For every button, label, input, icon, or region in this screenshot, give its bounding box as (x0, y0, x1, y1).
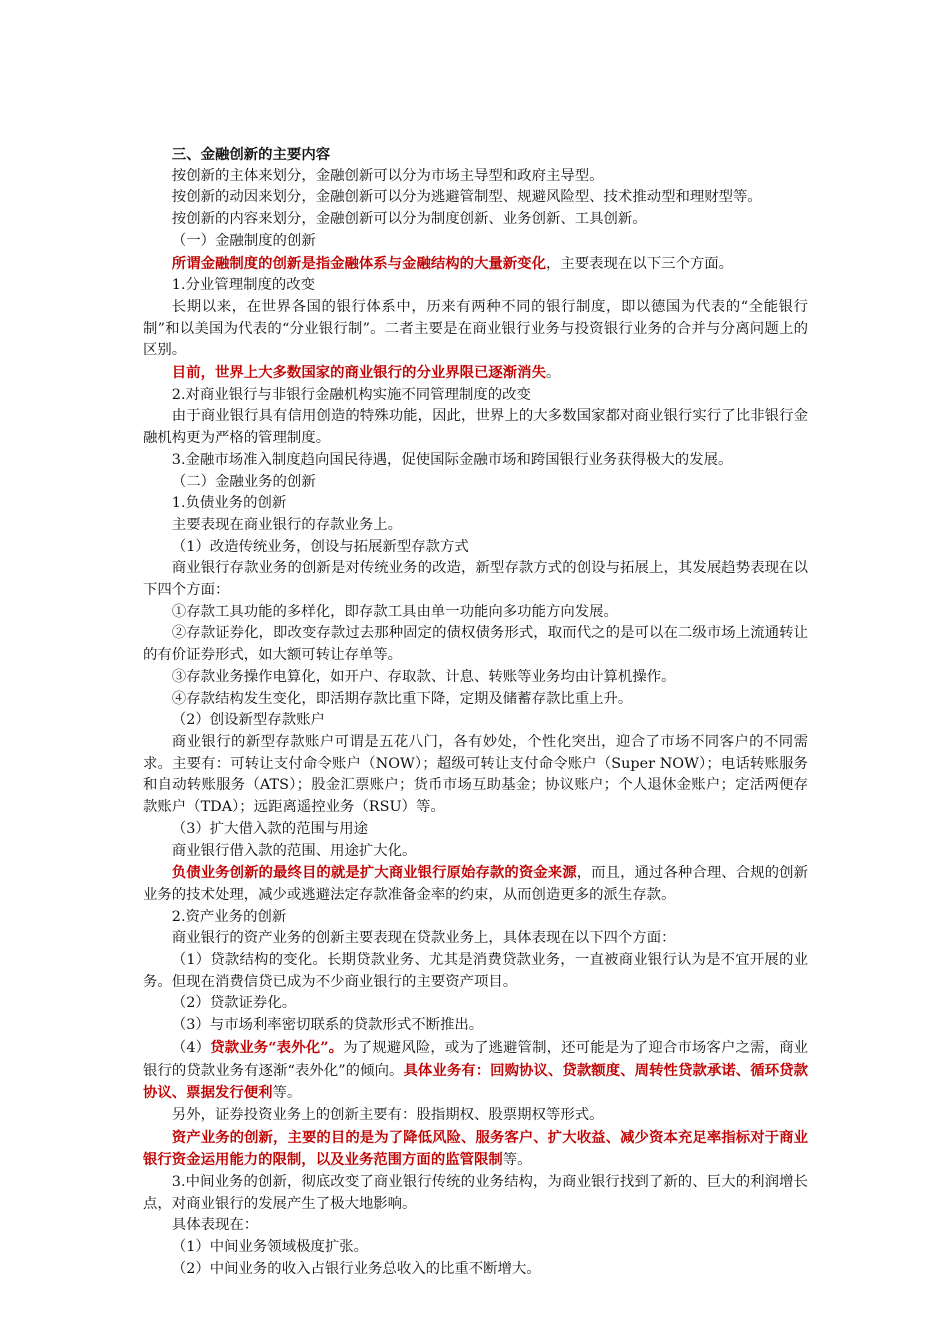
paragraph (143, 689, 808, 711)
paragraph (143, 406, 808, 449)
paragraph (143, 1172, 808, 1215)
paragraph (143, 732, 808, 819)
emphasis-text: 贷款业务“表外化”。 (210, 1038, 344, 1056)
paragraph (143, 515, 808, 537)
paragraph-text: （1）贷款结构的变化。长期贷款业务、尤其是消费贷款业务，一直被商业银行认为是不宜开展的业务。但现在消费信贷已成为不少商业银行的主要资产项目。 (143, 952, 808, 990)
paragraph (143, 275, 808, 297)
paragraph-text: 另外，证券投资业务上的创新主要有：股指期权、股票期权等形式。 (171, 1106, 604, 1123)
paragraph-text: （二）金融业务的创新 (171, 473, 316, 490)
emphasis-text: 资产业务的创新，主要的目的是为了降低风险、服务客户、扩大收益、减少资本充足率指标对于商业银行资金运用能力的限制，以及业务范围方面的监管限制 (143, 1128, 808, 1169)
paragraph-text: 等。 (272, 1085, 302, 1102)
paragraph-text: 等。 (502, 1152, 532, 1169)
paragraph (143, 602, 808, 624)
paragraph (143, 1105, 808, 1127)
paragraph-text: 具体表现在： (171, 1217, 259, 1234)
paragraph (143, 862, 808, 906)
paragraph-text: ①存款工具功能的多样化，即存款工具由单一功能向多功能方向发展。 (171, 603, 618, 620)
paragraph (143, 209, 808, 231)
paragraph-text: 商业银行存款业务的创新是对传统业务的改造，新型存款方式的创设与拓展上，其发展趋势表现在以下四个方面： (143, 560, 808, 599)
paragraph-text: ，而且，通过各种合理、合规的创新业务的技术处理，减少或逃避法定存款准备金率的约束，从而创造更多的派生存款。 (143, 865, 808, 903)
paragraph-text: 按创新的动因来划分，金融创新可以分为逃避管制型、规避风险型、技术推动型和理财型等。 (171, 189, 762, 206)
paragraph-text: ③存款业务操作电算化，如开户、存取款、计息、转账等业务均由计算机操作。 (171, 668, 676, 685)
paragraph (143, 166, 808, 188)
paragraph (143, 1037, 808, 1105)
paragraph (143, 1015, 808, 1037)
paragraph-text: 主要表现在商业银行的存款业务上。 (171, 516, 403, 533)
paragraph-text: 1.分业管理制度的改变 (171, 277, 316, 294)
emphasis-text: 所谓金融制度的创新是指金融体系与金融结构的大量新变化 (171, 254, 546, 272)
paragraph (143, 253, 808, 276)
emphasis-text: 目前，世界上大多数国家的商业银行的分业界限已逐渐消失 (171, 364, 546, 382)
paragraph-text: 按创新的主体来划分，金融创新可以分为市场主导型和政府主导型。 (171, 167, 604, 184)
paragraph (143, 362, 808, 385)
paragraph-text: （2）创设新型存款账户 (171, 712, 325, 729)
paragraph (143, 1259, 808, 1281)
paragraph (143, 493, 808, 515)
paragraph (143, 841, 808, 863)
paragraph-text: 。 (545, 365, 561, 382)
paragraph-text: （一）金融制度的创新 (171, 232, 316, 249)
section-heading: 三、金融创新的主要内容 (171, 146, 331, 163)
emphasis-text: 负债业务创新的最终目的就是扩大商业银行原始存款的资金来源 (171, 864, 577, 882)
paragraph-text: ，主要表现在以下三个方面。 (545, 255, 734, 272)
paragraph-text: 2.资产业务的创新 (171, 908, 287, 925)
paragraph-text: （1）中间业务领域极度扩张。 (171, 1239, 369, 1256)
paragraph-text: 按创新的内容来划分，金融创新可以分为制度创新、业务创新、工具创新。 (171, 211, 647, 228)
paragraph (143, 187, 808, 209)
paragraph (143, 450, 808, 472)
paragraph-text: （2）中间业务的收入占银行业务总收入的比重不断增大。 (171, 1260, 541, 1277)
paragraph-text: （2）贷款证券化。 (171, 995, 297, 1012)
paragraph (143, 907, 808, 929)
paragraph-list (143, 166, 808, 1281)
paragraph (143, 297, 808, 362)
paragraph-text: ④存款结构发生变化，即活期存款比重下降，定期及储蓄存款比重上升。 (171, 690, 633, 707)
paragraph-text: 商业银行借入款的范围、用途扩大化。 (171, 842, 417, 859)
paragraph (143, 950, 808, 993)
paragraph (143, 993, 808, 1015)
paragraph (143, 558, 808, 601)
paragraph-text: （3）扩大借入款的范围与用途 (171, 820, 369, 837)
paragraph-text: （4） (171, 1039, 211, 1056)
paragraph-text: 为了规避风险，或为了逃避管制，还可能是为了迎合市场客户之需，商业银行的贷款业务有逐渐“表外化”的倾向。 (143, 1039, 808, 1079)
emphasis-text: 具体业务有：回购协议、贷款额度、周转性贷款承诺、循环贷款协议、票据发行便利 (143, 1061, 808, 1102)
paragraph (143, 472, 808, 494)
paragraph (143, 385, 808, 407)
paragraph (143, 623, 808, 666)
paragraph-text: ②存款证券化，即改变存款过去那种固定的债权债务形式，取而代之的是可以在二级市场上流通转让的有价证券形式，如大额可转让存单等。 (143, 625, 808, 664)
paragraph (143, 819, 808, 841)
paragraph-text: 1.负债业务的创新 (171, 495, 287, 512)
paragraph-text: 由于商业银行具有信用创造的特殊功能，因此，世界上的大多数国家都对商业银行实行了比非银行金融机构更为严格的管理制度。 (143, 408, 808, 447)
paragraph (143, 928, 808, 950)
paragraph (143, 1127, 808, 1172)
paragraph-text: 3.中间业务的创新，彻底改变了商业银行传统的业务结构，为商业银行找到了新的、巨大的利润增长点，对商业银行的发展产生了极大地影响。 (143, 1174, 808, 1212)
paragraph (143, 1237, 808, 1259)
paragraph (143, 231, 808, 253)
paragraph-text: （1）改造传统业务，创设与拓展新型存款方式 (171, 538, 469, 555)
paragraph-text: 商业银行的资产业务的创新主要表现在贷款业务上，具体表现在以下四个方面： (171, 930, 676, 947)
paragraph-text: （3）与市场利率密切联系的贷款形式不断推出。 (171, 1017, 484, 1034)
paragraph (143, 1215, 808, 1237)
paragraph-text: 2.对商业银行与非银行金融机构实施不同管理制度的改变 (171, 386, 531, 403)
paragraph-text: 商业银行的新型存款账户可谓是五花八门，各有妙处，个性化突出，迎合了市场不同客户的不同需求。主要有：可转让支付命令账户（NOW）；超级可转让支付命令账户（Super NOW）；电话转账服务和自动转账服务（ATS）；股金汇票账户；货币市场互助基金；协议账户；个人退休金账户；定活两便存款账户（TDA）；远距离遥控业务（RSU）等。 (143, 733, 808, 816)
paragraph (143, 710, 808, 732)
paragraph (143, 667, 808, 689)
paragraph-text: 3.金融市场准入制度趋向国民待遇，促使国际金融市场和跨国银行业务获得极大的发展。 (171, 451, 733, 468)
paragraph (143, 537, 808, 559)
paragraph-text: 长期以来，在世界各国的银行体系中，历来有两种不同的银行制度，即以德国为代表的“全能银行制”和以美国为代表的“分业银行制”。二者主要是在商业银行业务与投资银行业务的合并与分离问题上的区别。 (143, 298, 808, 359)
document-body (143, 144, 808, 1281)
